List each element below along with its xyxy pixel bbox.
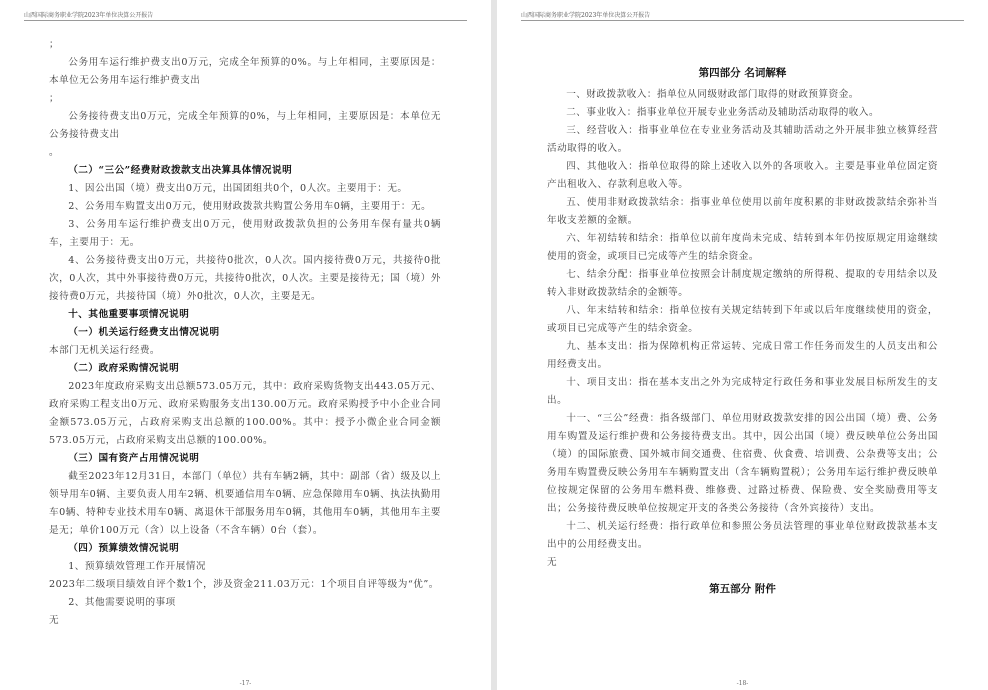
paragraph: 公务接待费支出0万元，完成全年预算的0%，与上年相同，主要原因是：本单位无公务接待费支出	[49, 111, 441, 140]
paragraph: ；	[49, 39, 60, 50]
section-heading: （二）政府采购情况说明	[68, 363, 180, 374]
paragraph: 1、因公出国（境）费支出0万元，出国团组共0个，0人次。主要用于：无。	[68, 183, 408, 194]
document-page-right	[497, 0, 988, 690]
paragraph: 五、使用非财政拨款结余：指事业单位使用以前年度积累的非财政拨款结余弥补当年收支差额的金额。	[547, 197, 938, 226]
paragraph: 无	[547, 557, 558, 568]
section-heading: （一）机关运行经费支出情况说明	[68, 327, 220, 338]
section-title-attachments: 第五部分 附件	[709, 583, 776, 595]
paragraph: 无	[49, 615, 60, 626]
paragraph: 2023年度政府采购支出总额573.05万元，其中：政府采购货物支出443.05万元、政府采购工程支出0万元、政府采购服务支出130.00万元。政府采购授予中小企业合同金额573.05万元，占政府采购支出总额的100.00%。其中：授予小微企业合同金额573.05万元，占政府采购支出总额的100.00%。	[49, 381, 441, 446]
section-heading: （四）预算绩效情况说明	[68, 543, 180, 554]
paragraph: 2、公务用车购置支出0万元，使用财政拨款共购置公务用车0辆，主要用于：无。	[68, 201, 432, 212]
paragraph: 三、经营收入：指事业单位在专业业务活动及其辅助活动之外开展非独立核算经营活动取得的收入。	[547, 125, 938, 154]
paragraph: ；	[49, 93, 60, 104]
page-number: -18-	[736, 680, 749, 687]
document-page-left	[0, 0, 491, 690]
paragraph: 八、年末结转和结余：指单位按有关规定结转到下年或以后年度继续使用的资金，或项目已完成等产生的结余资金。	[547, 305, 938, 334]
paragraph: 十二、机关运行经费：指行政单位和参照公务员法管理的事业单位财政拨款基本支出中的公用经费支出。	[547, 521, 938, 550]
page-body	[49, 36, 441, 630]
paragraph: 4、公务接待费支出0万元，共接待0批次，0人次。国内接待费0万元，共接待0批次，0人次，其中外事接待费0万元，共接待0批次，0人次。主要是接待无；国（境）外接待费0万元，共接待国（境）外0批次，0人次，主要是无。	[49, 255, 441, 302]
paragraph: 十一、“三公”经费：指各级部门、单位用财政拨款安排的因公出国（境）费、公务用车购置及运行维护费和公务接待费支出。其中，因公出国（境）费反映单位公务出国（境）的国际旅费、国外城市间交通费、住宿费、伙食费、培训费、公杂费等支出；公务用车购置费反映公务用车车辆购置支出（含车辆购置税）；公务用车运行维护费反映单位按规定保留的公务用车燃料费、维修费、过路过桥费、保险费、安全奖励费用等支出；公务接待费反映单位按规定开支的各类公务接待（含外宾接待）支出。	[547, 413, 938, 514]
paragraph: 1、预算绩效管理工作开展情况	[68, 561, 207, 572]
paragraph: 二、事业收入：指事业单位开展专业业务活动及辅助活动取得的收入。	[566, 107, 880, 118]
paragraph: 公务用车运行维护费支出0万元，完成全年预算的0%。与上年相同，主要原因是：本单位无公务用车运行维护费支出	[49, 57, 441, 86]
page-header: 山西国际商务职业学院2023年单位决算公开报告	[521, 11, 964, 21]
section-heading: （二）“三公”经费财政拨款支出决算具体情况说明	[68, 165, 293, 176]
paragraph: 六、年初结转和结余：指单位以前年度尚未完成、结转到本年仍按原规定用途继续使用的资金，或项目已完成等产生的结余资金。	[547, 233, 938, 262]
section-heading: （三）国有资产占用情况说明	[68, 453, 200, 464]
paragraph: 十、项目支出：指在基本支出之外为完成特定行政任务和事业发展目标所发生的支出。	[547, 377, 938, 406]
paragraph: 3、公务用车运行维护费支出0万元，使用财政拨款负担的公务用车保有量共0辆车，主要用于：无。	[49, 219, 441, 248]
paragraph: 四、其他收入：指单位取得的除上述收入以外的各项收入。主要是事业单位固定资产出租收入、存款利息收入等。	[547, 161, 938, 190]
paragraph: 2、其他需要说明的事项	[68, 597, 176, 608]
page-body	[547, 64, 938, 598]
page-number: -17-	[239, 680, 252, 687]
paragraph: 本部门无机关运行经费。	[49, 345, 161, 356]
page-header: 山西国际商务职业学院2023年单位决算公开报告	[24, 11, 467, 21]
paragraph: 一、财政拨款收入：指单位从同级财政部门取得的财政预算资金。	[566, 89, 859, 100]
section-title: 第四部分 名词解释	[698, 67, 787, 79]
paragraph: 九、基本支出：指为保障机构正常运转、完成日常工作任务而发生的人员支出和公用经费支出。	[547, 341, 938, 370]
paragraph: 截至2023年12月31日，本部门（单位）共有车辆2辆，其中：副部（省）级及以上领导用车0辆、主要负责人用车2辆、机要通信用车0辆、应急保障用车0辆、执法执勤用车0辆、特种专业技术用车0辆、离退休干部服务用车0辆，其他用车0辆，其他用车主要是无；单价100万元（含）以上设备（不含车辆）0台（套）。	[49, 471, 441, 536]
paragraph: 七、结余分配：指事业单位按照会计制度规定缴纳的所得税、提取的专用结余以及转入非财政拨款结余的金额等。	[547, 269, 938, 298]
paragraph: 2023年二级项目绩效自评个数1个，涉及资金211.03万元：1个项目自评等级为“优”。	[49, 579, 439, 590]
definitions-list	[547, 86, 938, 572]
section-heading: 十、其他重要事项情况说明	[68, 309, 190, 320]
paragraph: 。	[49, 147, 60, 158]
